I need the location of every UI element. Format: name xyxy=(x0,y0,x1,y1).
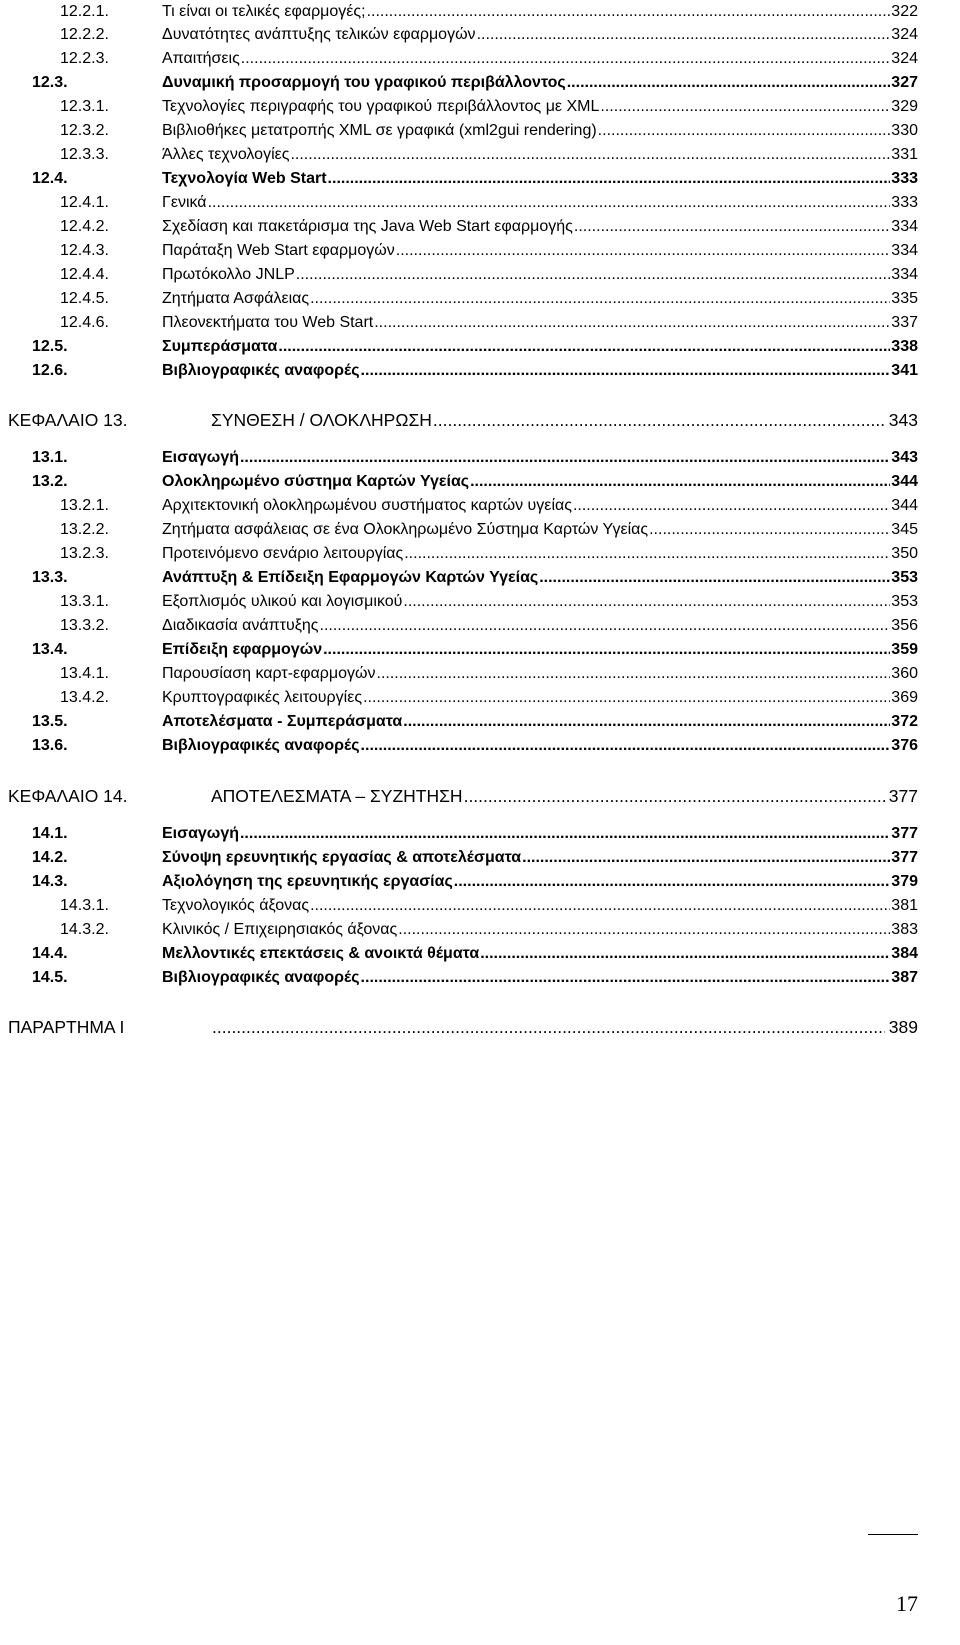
chapter-entry[interactable] xyxy=(8,408,918,432)
entry-page: 372 xyxy=(891,713,918,730)
entry-number: 12.4.5. xyxy=(60,290,109,307)
entry-title: Δυνατότητες ανάπτυξης τελικών εφαρμογών xyxy=(162,26,476,43)
entry-title: Τεχνολογικός άξονας xyxy=(162,897,310,914)
entry-title: Σύνοψη ερευνητικής εργασίας & αποτελέσματα xyxy=(162,849,522,866)
entry-title: Βιβλιογραφικές αναφορές xyxy=(162,362,360,379)
dot-leader xyxy=(212,1015,885,1039)
entry-title: ΣΥΝΘΕΣΗ / ΟΛΟΚΛΗΡΩΣΗ xyxy=(211,410,432,430)
dot-leader xyxy=(296,263,891,287)
entry-number: 12.5. xyxy=(32,338,68,355)
entry-page: 333 xyxy=(891,170,918,187)
entry-page: 322 xyxy=(891,3,918,20)
entry-title: Τεχνολογία Web Start xyxy=(162,170,327,187)
entry-title: Παράταξη Web Start εφαρμογών xyxy=(162,242,395,259)
entry-page: 335 xyxy=(891,290,918,307)
entry-number: 13.6. xyxy=(32,737,68,754)
entry-number: 13.2. xyxy=(32,473,68,490)
toc-entry[interactable] xyxy=(32,822,918,846)
toc-entry[interactable] xyxy=(60,239,918,263)
entry-number: 12.4.2. xyxy=(60,218,109,235)
entry-page: 389 xyxy=(888,1017,918,1037)
toc-entry[interactable] xyxy=(60,215,918,239)
dot-leader xyxy=(396,239,891,263)
entry-title: Επίδειξη εφαρμογών xyxy=(162,641,323,658)
entry-page: 384 xyxy=(891,945,918,962)
entry-page: 369 xyxy=(891,689,918,706)
toc-entry[interactable] xyxy=(60,542,918,566)
entry-title: Κλινικός / Επιχειρησιακός άξονας xyxy=(162,921,398,938)
entry-number: 12.3.1. xyxy=(60,98,109,115)
entry-number: 12.2.3. xyxy=(60,50,109,67)
entry-page: 344 xyxy=(891,497,918,514)
dot-leader xyxy=(361,966,891,990)
dot-leader xyxy=(433,408,885,432)
entry-number: 13.4. xyxy=(32,641,68,658)
dot-leader xyxy=(598,119,891,143)
entry-page: 341 xyxy=(891,362,918,379)
entry-number: 13.4.1. xyxy=(60,665,109,682)
entry-title: Ανάπτυξη & Επίδειξη Εφαρμογών Καρτών Υγείας xyxy=(162,569,539,586)
dot-leader xyxy=(574,215,890,239)
entry-number: 12.6. xyxy=(32,362,68,379)
entry-page: 334 xyxy=(891,266,918,283)
toc-entry[interactable] xyxy=(32,638,918,662)
entry-number: ΚΕΦΑΛΑΙΟ 13. xyxy=(8,410,128,430)
toc-entry[interactable] xyxy=(60,47,918,71)
entry-title: Παρουσίαση καρτ-εφαρμογών xyxy=(162,665,376,682)
dot-leader xyxy=(310,287,890,311)
toc-entry[interactable] xyxy=(32,710,918,734)
toc-entry[interactable] xyxy=(32,566,918,590)
toc-entry[interactable] xyxy=(32,71,918,95)
entry-title: Εξοπλισμός υλικού και λογισμικού xyxy=(162,593,403,610)
entry-number: 12.3. xyxy=(32,74,68,91)
dot-leader xyxy=(649,518,890,542)
dot-leader xyxy=(377,662,891,686)
dot-leader xyxy=(464,784,885,808)
dot-leader xyxy=(328,167,891,191)
entry-title: Αρχιτεκτονική ολοκληρωμένου συστήματος καρτών υγείας xyxy=(162,497,572,514)
entry-page: 334 xyxy=(891,218,918,235)
dot-leader xyxy=(323,638,890,662)
entry-page: 377 xyxy=(888,786,918,806)
dot-leader xyxy=(480,942,890,966)
entry-page: 330 xyxy=(891,122,918,139)
toc-entry[interactable] xyxy=(32,335,918,359)
entry-page: 333 xyxy=(891,194,918,211)
toc-entry[interactable] xyxy=(60,119,918,143)
dot-leader xyxy=(240,822,890,846)
entry-title: Σχεδίαση και πακετάρισμα της Java Web Start εφαρμογής xyxy=(162,218,573,235)
toc-entry[interactable] xyxy=(32,470,918,494)
entry-number: 14.3. xyxy=(32,873,68,890)
entry-number: 12.4.4. xyxy=(60,266,109,283)
entry-title: Βιβλιοθήκες μετατροπής XML σε γραφικά (xml2gui rendering) xyxy=(162,122,597,139)
dot-leader xyxy=(367,0,891,24)
dot-leader xyxy=(310,894,890,918)
chapter-entry[interactable] xyxy=(8,1015,918,1039)
dot-leader xyxy=(240,446,890,470)
entry-number: 13.2.3. xyxy=(60,545,109,562)
dot-leader xyxy=(403,710,890,734)
entry-title: Απαιτήσεις xyxy=(162,50,240,67)
entry-title: Δυναμική προσαρμογή του γραφικού περιβάλλοντος xyxy=(162,74,566,91)
entry-number: 12.2.2. xyxy=(60,26,109,43)
entry-number: 12.4.6. xyxy=(60,314,109,331)
dot-leader xyxy=(278,335,890,359)
toc-entry[interactable] xyxy=(32,446,918,470)
entry-title: Άλλες τεχνολογίες xyxy=(162,146,290,163)
toc-entry[interactable] xyxy=(32,966,918,990)
entry-page: 379 xyxy=(891,873,918,890)
dot-leader xyxy=(290,143,890,167)
entry-title: Εισαγωγή xyxy=(162,825,239,842)
dot-leader xyxy=(539,566,890,590)
toc-entry[interactable] xyxy=(32,734,918,758)
toc-entry[interactable] xyxy=(60,894,918,918)
entry-page: 381 xyxy=(891,897,918,914)
entry-number: 12.4.3. xyxy=(60,242,109,259)
entry-number: 12.3.2. xyxy=(60,122,109,139)
toc-entry[interactable] xyxy=(32,167,918,191)
entry-title: Προτεινόμενο σενάριο λειτουργίας xyxy=(162,545,404,562)
entry-page: 329 xyxy=(891,98,918,115)
entry-number: 14.1. xyxy=(32,825,68,842)
entry-title: Ολοκληρωμένο σύστημα Καρτών Υγείας xyxy=(162,473,470,490)
entry-page: 360 xyxy=(891,665,918,682)
toc-entry[interactable] xyxy=(60,686,918,710)
entry-page: 334 xyxy=(891,242,918,259)
entry-title: Μελλοντικές επεκτάσεις & ανοικτά θέματα xyxy=(162,945,480,962)
dot-leader xyxy=(374,311,890,335)
toc-entry[interactable] xyxy=(60,143,918,167)
entry-title: Αξιολόγηση της ερευνητικής εργασίας xyxy=(162,873,453,890)
dot-leader xyxy=(208,191,891,215)
toc-entry[interactable] xyxy=(60,614,918,638)
entry-title: Βιβλιογραφικές αναφορές xyxy=(162,737,360,754)
entry-title: Γενικά xyxy=(162,194,207,211)
entry-page: 387 xyxy=(891,969,918,986)
entry-number: 13.1. xyxy=(32,449,68,466)
toc-entry[interactable] xyxy=(60,662,918,686)
entry-page: 377 xyxy=(891,849,918,866)
dot-leader xyxy=(454,870,891,894)
dot-leader xyxy=(361,359,891,383)
entry-number: ΠΑΡΑΡΤΗΜΑ Ι xyxy=(8,1017,125,1037)
entry-page: 359 xyxy=(891,641,918,658)
entry-title: Συμπεράσματα xyxy=(162,338,278,355)
dot-leader xyxy=(470,470,890,494)
entry-title: Ζητήματα Ασφάλειας xyxy=(162,290,310,307)
entry-number: 13.2.1. xyxy=(60,497,109,514)
dot-leader xyxy=(522,846,890,870)
toc-entry[interactable] xyxy=(32,942,918,966)
entry-title: Ζητήματα ασφάλειας σε ένα Ολοκληρωμένο Σύστημα Καρτών Υγείας xyxy=(162,521,649,538)
dot-leader xyxy=(361,734,891,758)
entry-number: 14.5. xyxy=(32,969,68,986)
dot-leader xyxy=(320,614,891,638)
toc-entry[interactable] xyxy=(60,287,918,311)
entry-page: 343 xyxy=(891,449,918,466)
dot-leader xyxy=(398,918,890,942)
entry-number: ΚΕΦΑΛΑΙΟ 14. xyxy=(8,786,128,806)
entry-number: 13.3.2. xyxy=(60,617,109,634)
footer-rule xyxy=(868,1534,918,1535)
entry-number: 14.2. xyxy=(32,849,68,866)
toc-entry[interactable] xyxy=(32,870,918,894)
entry-number: 13.3.1. xyxy=(60,593,109,610)
entry-page: 327 xyxy=(891,74,918,91)
entry-page: 324 xyxy=(891,26,918,43)
entry-page: 343 xyxy=(888,410,918,430)
entry-page: 353 xyxy=(891,569,918,586)
toc-entry[interactable] xyxy=(60,311,918,335)
entry-title: Πλεονεκτήματα του Web Start xyxy=(162,314,374,331)
entry-page: 344 xyxy=(891,473,918,490)
entry-title: Βιβλιογραφικές αναφορές xyxy=(162,969,360,986)
entry-number: 12.4.1. xyxy=(60,194,109,211)
dot-leader xyxy=(241,47,891,71)
entry-page: 324 xyxy=(891,50,918,67)
entry-number: 13.4.2. xyxy=(60,689,109,706)
toc-entry[interactable] xyxy=(60,518,918,542)
entry-number: 12.4. xyxy=(32,170,68,187)
entry-number: 12.3.3. xyxy=(60,146,109,163)
entry-page: 377 xyxy=(891,825,918,842)
entry-number: 14.3.1. xyxy=(60,897,109,914)
dot-leader xyxy=(573,494,890,518)
entry-page: 353 xyxy=(891,593,918,610)
entry-title: Τεχνολογίες περιγραφής του γραφικού περιβάλλοντος με XML xyxy=(162,98,600,115)
chapter-entry[interactable] xyxy=(8,784,918,808)
entry-title: Κρυπτογραφικές λειτουργίες xyxy=(162,689,363,706)
dot-leader xyxy=(567,71,891,95)
toc-entry[interactable] xyxy=(32,846,918,870)
dot-leader xyxy=(477,23,891,47)
entry-title: Διαδικασία ανάπτυξης xyxy=(162,617,319,634)
entry-page: 331 xyxy=(891,146,918,163)
toc-entry[interactable] xyxy=(32,359,918,383)
entry-title: Εισαγωγή xyxy=(162,449,239,466)
entry-page: 376 xyxy=(891,737,918,754)
entry-page: 383 xyxy=(891,921,918,938)
entry-page: 345 xyxy=(891,521,918,538)
entry-number: 13.2.2. xyxy=(60,521,109,538)
entry-title: Τι είναι οι τελικές εφαρμογές; xyxy=(162,3,366,20)
entry-page: 338 xyxy=(891,338,918,355)
dot-leader xyxy=(363,686,890,710)
toc-entry[interactable] xyxy=(60,494,918,518)
entry-number: 13.3. xyxy=(32,569,68,586)
entry-number: 14.4. xyxy=(32,945,68,962)
entry-title: ΑΠΟΤΕΛΕΣΜΑΤΑ – ΣΥΖΗΤΗΣΗ xyxy=(211,786,463,806)
dot-leader xyxy=(403,590,890,614)
dot-leader xyxy=(404,542,890,566)
toc-entry[interactable] xyxy=(60,95,918,119)
toc-entry[interactable] xyxy=(60,918,918,942)
entry-number: 14.3.2. xyxy=(60,921,109,938)
dot-leader xyxy=(600,95,890,119)
entry-title: Αποτελέσματα - Συμπεράσματα xyxy=(162,713,403,730)
entry-title: Πρωτόκολλο JNLP xyxy=(162,266,295,283)
entry-page: 350 xyxy=(891,545,918,562)
toc-entry[interactable] xyxy=(60,0,918,24)
entry-number: 13.5. xyxy=(32,713,68,730)
entry-page: 337 xyxy=(891,314,918,331)
toc-entry[interactable] xyxy=(60,263,918,287)
toc-entry[interactable] xyxy=(60,23,918,47)
toc-entry[interactable] xyxy=(60,191,918,215)
entry-page: 356 xyxy=(891,617,918,634)
page-number: 17 xyxy=(896,1591,918,1616)
toc-entry[interactable] xyxy=(60,590,918,614)
entry-number: 12.2.1. xyxy=(60,3,109,20)
